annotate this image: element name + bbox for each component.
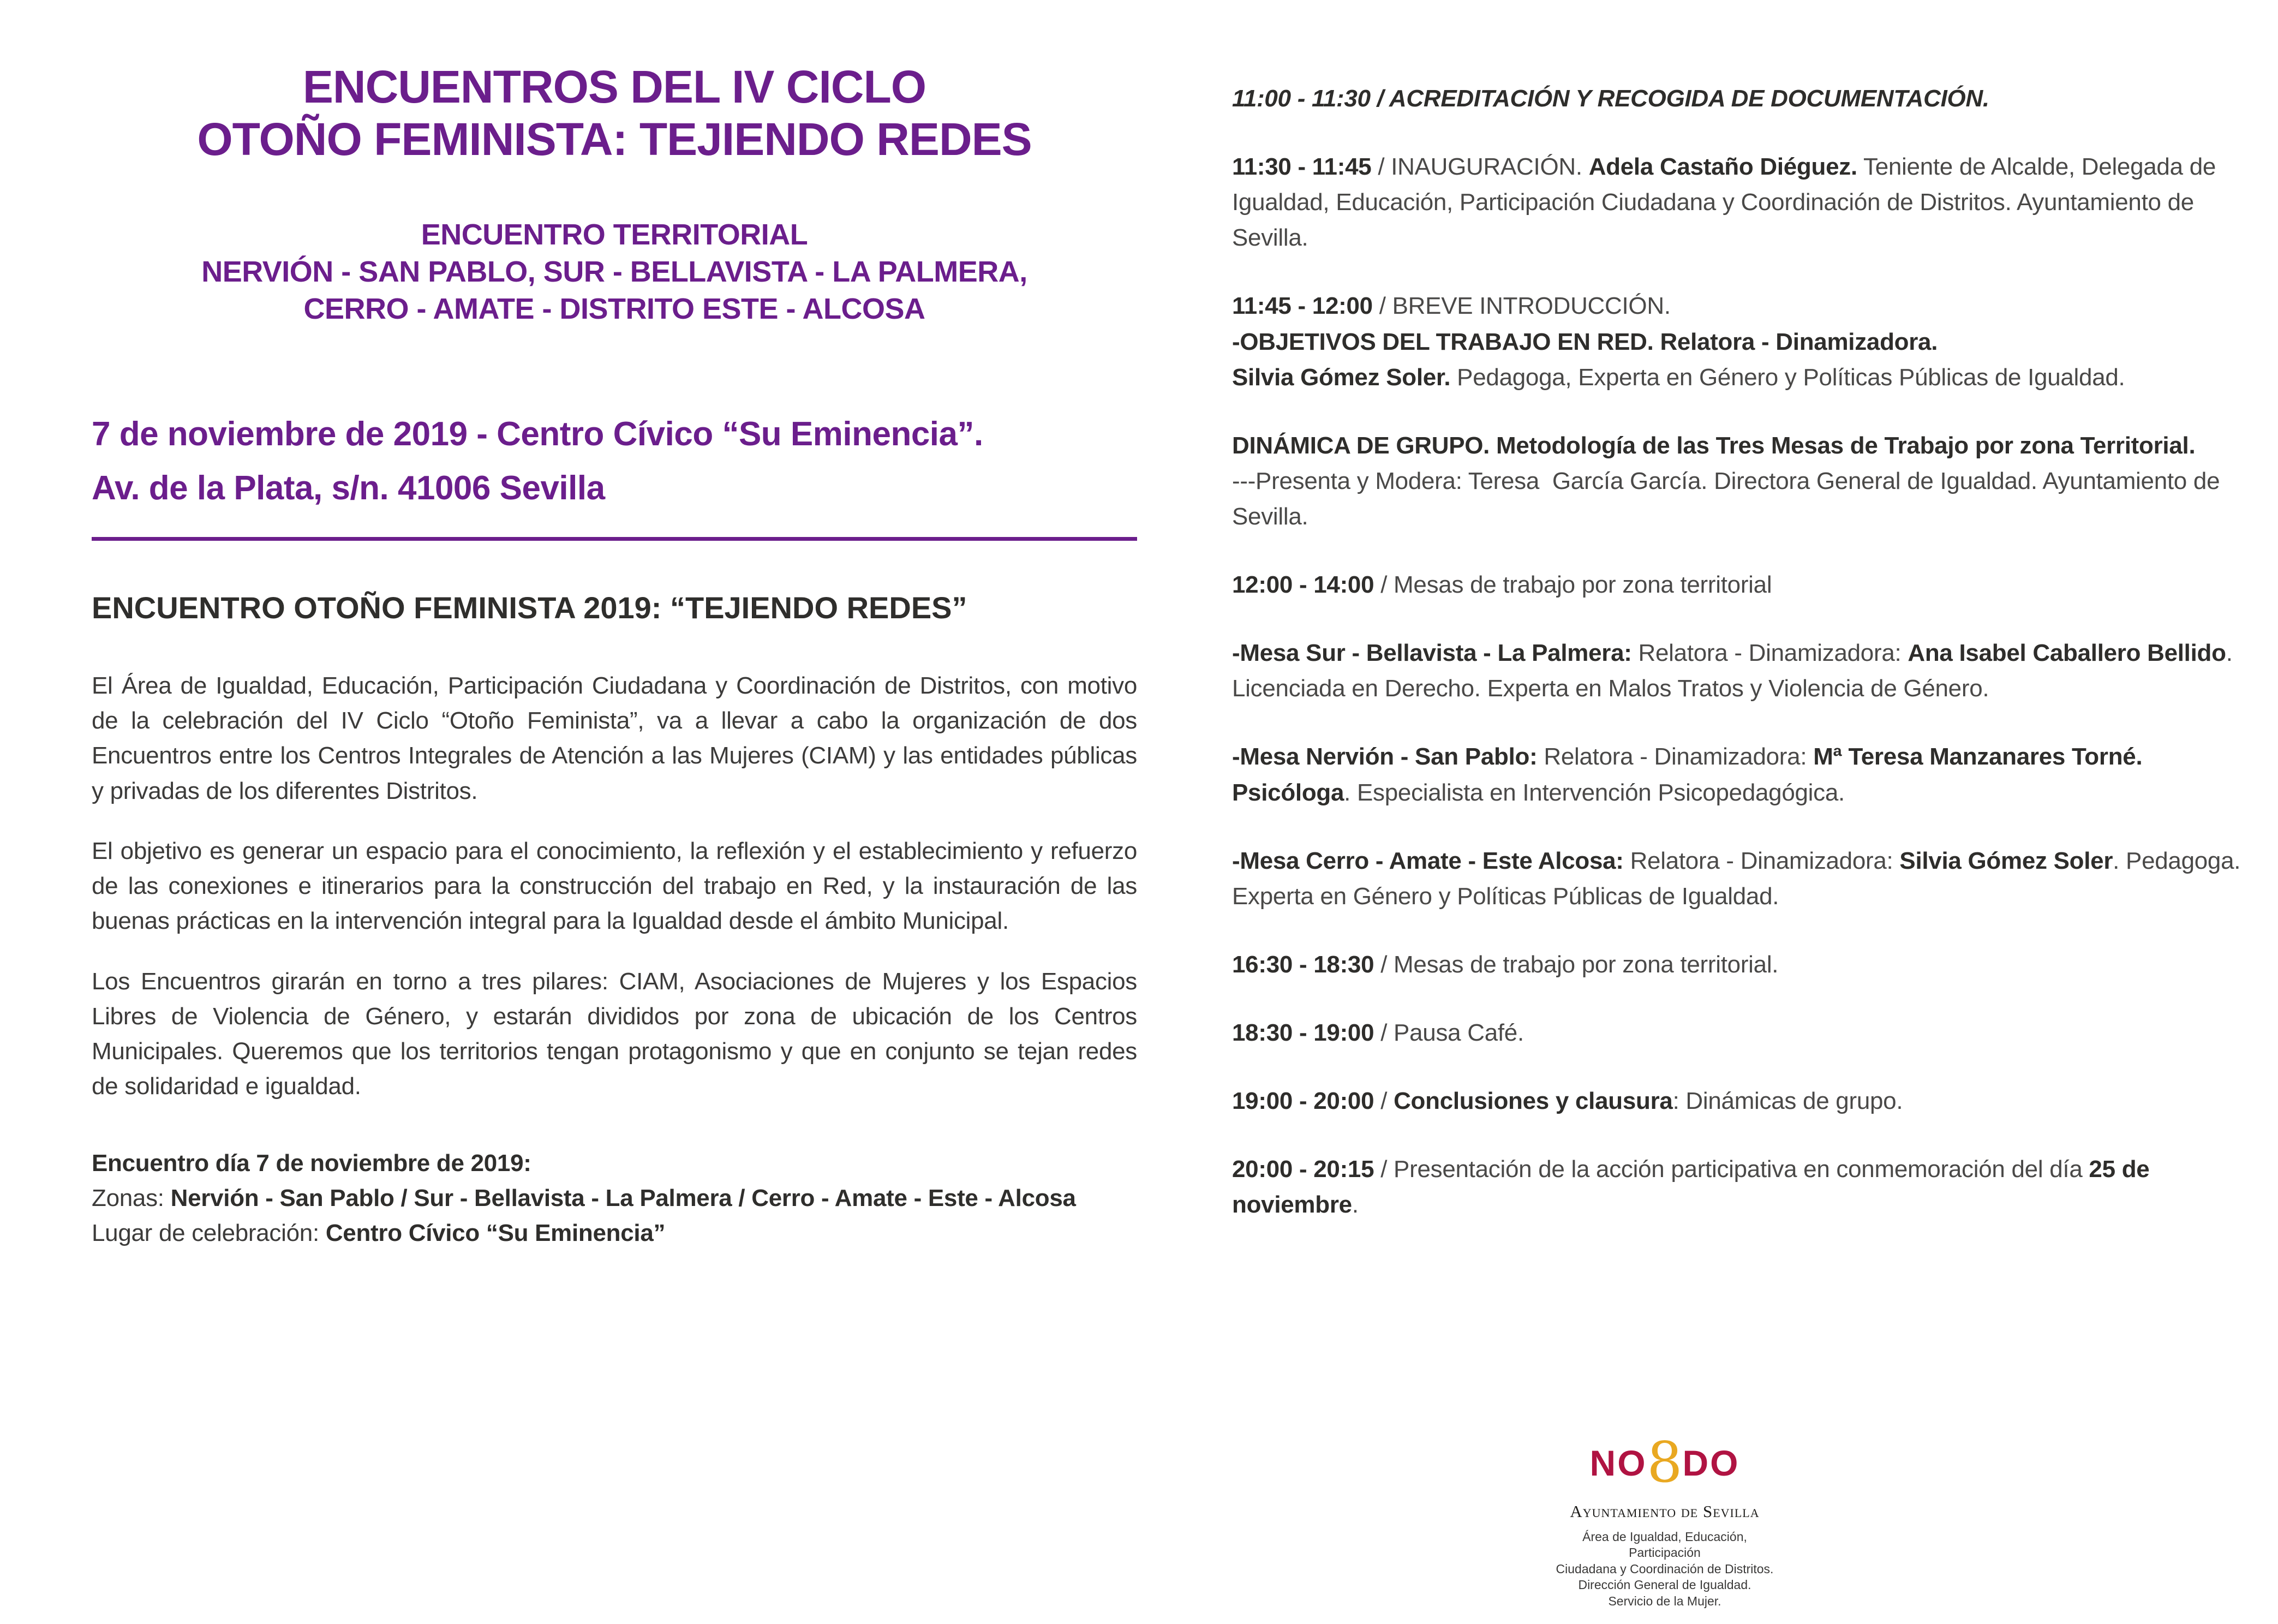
text-bold: Psicóloga	[1232, 779, 1344, 806]
text: Teniente de Alcalde, Delegada de Igualdad, Educación, Participación Ciudadana y Coordinación de Distritos. Ayuntamiento de Sevilla.	[1232, 153, 2216, 252]
text-bold: 18:30 - 19:00	[1232, 1019, 1374, 1046]
schedule-entry	[1232, 843, 2243, 914]
text: . Pedagoga. Experta en Género y Políticas Públicas de Igualdad.	[1232, 847, 2241, 910]
text-bold: Encuentro día 7 de noviembre de 2019:	[92, 1149, 531, 1177]
text-bold: DINÁMICA DE GRUPO. Metodología de las Tres Mesas de Trabajo por zona Territorial.	[1232, 432, 2196, 459]
text: : Dinámicas de grupo.	[1672, 1088, 1903, 1115]
org-address-line: Servicio de la Mujer.	[1608, 1593, 1721, 1608]
text: / Mesas de trabajo por zona territorial.	[1374, 951, 1779, 978]
paragraph: El objetivo es generar un espacio para el conocimiento, la reflexión y el establecimiento y refuerzo de las conexiones e itinerarios para la construcción del trabajo en Red, y la instauración de las buenas prácticas en la intervención integral para la Igualdad desde el ámbito Municipal.	[92, 837, 1137, 935]
schedule-entry	[1232, 739, 2243, 810]
event-summary-line	[92, 1181, 1137, 1216]
text-bold: 19:00 - 20:00	[1232, 1088, 1374, 1115]
text-bold: -OBJETIVOS DEL TRABAJO EN RED. Relatora - Dinamizadora.	[1232, 328, 1938, 355]
page-title	[92, 61, 1137, 166]
schedule-entry	[1232, 149, 2243, 255]
org-address-line: Ciudadana y Coordinación de Distritos.	[1556, 1561, 1774, 1576]
subtitle-line: NERVIÓN - SAN PABLO, SUR - BELLAVISTA - LA PALMERA,	[201, 255, 1027, 288]
text: . Licenciada en Derecho. Experta en Malos Tratos y Violencia de Género.	[1232, 640, 2233, 702]
title-line: OTOÑO FEMINISTA: TEJIENDO REDES	[197, 113, 1032, 165]
title-line: ENCUENTROS DEL IV CICLO	[302, 61, 926, 112]
text: .	[1352, 1191, 1359, 1219]
text-bold: Ana Isabel Caballero Bellido	[1908, 640, 2226, 667]
schedule-entry	[1232, 567, 2243, 602]
text: Zonas:	[92, 1184, 171, 1211]
org-name: Ayuntamiento de Sevilla	[1570, 1502, 1760, 1521]
schedule-entry	[1232, 1151, 2243, 1222]
paragraph: Los Encuentros girarán en torno a tres pilares: CIAM, Asociaciones de Mujeres y los Espacios Libres de Violencia de Género, y estarán divididos por zona de ubicación de los Centros Municipales. Queremos que los territorios tengan protagonismo y que en conjunto se tejan redes de solidaridad e igualdad.	[92, 968, 1137, 1100]
logo-eight-icon: 8	[1647, 1430, 1683, 1495]
text: / INAUGURACIÓN.	[1371, 153, 1589, 181]
schedule-entry	[1232, 1083, 2243, 1119]
territorial-subtitle	[92, 216, 1137, 327]
subtitle-line: ENCUENTRO TERRITORIAL	[421, 218, 808, 251]
text: . Especialista en Intervención Psicopedagógica.	[1344, 779, 1845, 806]
text: / Presentación de la acción participativa en conmemoración del día	[1374, 1156, 2089, 1183]
text: / Mesas de trabajo por zona territorial	[1374, 571, 1772, 599]
text: /	[1374, 1088, 1394, 1115]
schedule-entry	[1232, 1015, 2243, 1050]
event-summary	[92, 1146, 1137, 1251]
divider-rule	[92, 537, 1137, 541]
text-bold: 11:00 - 11:30	[1232, 85, 1371, 112]
schedule-column	[1232, 81, 2243, 1255]
text-bold: -Mesa Sur - Bellavista - La Palmera:	[1232, 640, 1632, 667]
text-bold: Mª Teresa Manzanares Torné.	[1813, 743, 2143, 771]
date-line: 7 de noviembre de 2019 - Centro Cívico “Su Eminencia”.	[92, 415, 983, 453]
logo-text-no: NO	[1589, 1443, 1647, 1483]
text: Pedagoga, Experta en Género y Políticas Públicas de Igualdad.	[1450, 363, 2125, 391]
event-summary-line	[92, 1216, 1137, 1251]
text: Relatora - Dinamizadora:	[1623, 847, 1900, 874]
text: ---Presenta y Modera: Teresa García García. Directora General de Igualdad. Ayuntamiento de Sevilla.	[1232, 467, 2220, 530]
text: / BREVE INTRODUCCIÓN.	[1372, 292, 1671, 320]
org-address-line: Área de Igualdad, Educación, Participación	[1582, 1530, 1747, 1560]
text-bold: Conclusiones y clausura	[1394, 1088, 1673, 1115]
left-column	[92, 61, 1137, 1251]
text-bold: 11:30 - 11:45	[1232, 153, 1372, 181]
text-bold: 12:00 - 14:00	[1232, 571, 1374, 599]
schedule-entry	[1232, 288, 2243, 395]
text-bold: 11:45 - 12:00	[1232, 292, 1373, 320]
text-bold: / ACREDITACIÓN Y RECOGIDA DE DOCUMENTACIÓN.	[1370, 85, 1989, 112]
text-bold: 25 de noviembre	[1232, 1156, 2150, 1219]
text-bold: Silvia Gómez Soler.	[1232, 363, 1451, 391]
subtitle-line: CERRO - AMATE - DISTRITO ESTE - ALCOSA	[303, 292, 925, 325]
text-bold: Silvia Gómez Soler	[1899, 847, 2113, 874]
text: Lugar de celebración:	[92, 1220, 326, 1247]
text-bold: -Mesa Nervión - San Pablo:	[1232, 743, 1538, 771]
org-address-line: Dirección General de Igualdad.	[1578, 1578, 1751, 1592]
text-bold: Centro Cívico “Su Eminencia”	[325, 1220, 666, 1247]
schedule-list	[1232, 81, 2243, 1222]
event-summary-line	[92, 1146, 1137, 1181]
section-heading: ENCUENTRO OTOÑO FEMINISTA 2019: “TEJIENDO REDES”	[92, 590, 967, 625]
text: Relatora - Dinamizadora:	[1631, 640, 1908, 667]
paragraph: El Área de Igualdad, Educación, Participación Ciudadana y Coordinación de Distritos, con motivo de la celebración del IV Ciclo “Otoño Feminista”, va a llevar a cabo la organización de dos Encuentros entre los Centros Integrales de Atención a las Mujeres (CIAM) y las entidades públicas y privadas de los diferentes Distritos.	[92, 672, 1137, 804]
footer	[1547, 1430, 1782, 1609]
text-bold: Adela Castaño Diéguez.	[1588, 153, 1857, 181]
event-date-location	[92, 407, 1137, 515]
logo-text-do: DO	[1682, 1443, 1740, 1483]
text: Relatora - Dinamizadora:	[1537, 743, 1814, 771]
org-address	[1547, 1529, 1782, 1609]
nosdo-logo	[1547, 1430, 1782, 1495]
date-line: Av. de la Plata, s/n. 41006 Sevilla	[92, 469, 605, 507]
schedule-entry	[1232, 947, 2243, 982]
text: / Pausa Café.	[1374, 1019, 1524, 1046]
schedule-entry	[1232, 428, 2243, 534]
text-bold: -Mesa Cerro - Amate - Este Alcosa:	[1232, 847, 1624, 874]
body-paragraphs	[92, 668, 1137, 1104]
text-bold: 20:00 - 20:15	[1232, 1156, 1374, 1183]
text-bold: Nervión - San Pablo / Sur - Bellavista - La Palmera / Cerro - Amate - Este - Alcosa	[170, 1184, 1076, 1211]
text-bold: 16:30 - 18:30	[1232, 951, 1374, 978]
schedule-entry	[1232, 81, 2243, 116]
schedule-entry	[1232, 635, 2243, 706]
